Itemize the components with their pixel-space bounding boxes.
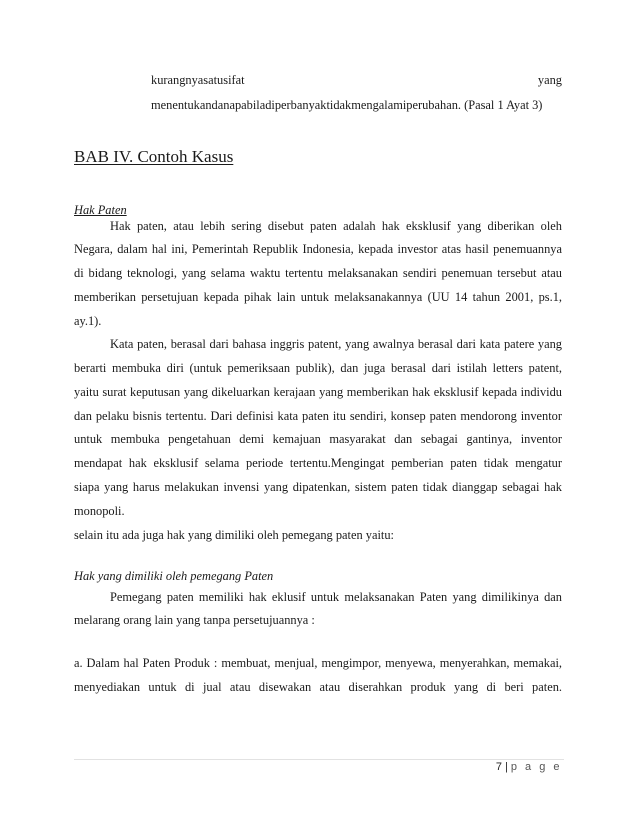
item-a-line-1: a. Dalam hal Paten Produk : membuat, menjual, mengimpor, menyewa, menyerahkan, memakai, — [74, 656, 562, 670]
para1-line-4: memberikan persetujuan kepada pihak lain untuk melaksanakannya (UU 14 tahun 2001, ps.1, — [74, 290, 562, 304]
para2-line-5: untuk membuka pengetahuan demi kemajuan masyarakat dan sebagai gantinya, inventor — [74, 432, 562, 446]
chapter-heading: BAB IV. Contoh Kasus — [74, 147, 234, 166]
s2-para-line-2: melarang orang lain yang tanpa persetujuannya : — [74, 613, 315, 627]
para1-line-3: di bidang teknologi, yang selama waktu tertentu melaksanakan sendiri penemuan tersebut atau — [74, 266, 562, 280]
page-footer — [496, 760, 562, 774]
para2-line-8: monopoli. — [74, 504, 125, 518]
para2-line-1: Kata paten, berasal dari bahasa inggris patent, yang awalnya berasal dari kata patere yang — [110, 337, 562, 351]
quote-line-1-left: kurangnyasatusifat — [151, 73, 245, 87]
para2-line-4: dan pelaku bisnis tertentu. Dari definisi kata paten itu sendiri, konsep paten mendorong inventor — [74, 409, 562, 423]
item-a-line-2: menyediakan untuk di jual atau disewakan atau diserahkan produk yang di beri paten. — [74, 680, 562, 694]
para2-line-6: mendapat hak eksklusif selama periode tertentu.Mengingat pemberian paten tidak mengatur — [74, 456, 562, 470]
para2-line-2: berarti membuka diri (untuk pemeriksaan publik), dan juga berasal dari istilah letters patent, — [74, 361, 562, 375]
para2-line-7: siapa yang harus melakukan invensi yang dipatenkan, sistem paten tidak dianggap sebagai hak — [74, 480, 562, 494]
para1-line-2: Negara, dalam hal ini, Pemerintah Republik Indonesia, kepada investor atas hasil penemuannya — [74, 242, 562, 256]
footer-separator: | — [505, 761, 508, 773]
closing-sentence: selain itu ada juga hak yang dimiliki oleh pemegang paten yaitu: — [74, 528, 395, 542]
section-title-hak-pemegang: Hak yang dimiliki oleh pemegang Paten — [74, 569, 274, 583]
para1-line-1: Hak paten, atau lebih sering disebut paten adalah hak eksklusif yang diberikan oleh — [110, 219, 562, 233]
quote-line-1-right: yang — [537, 73, 562, 87]
s2-para-line-1: Pemegang paten memiliki hak eklusif untuk melaksanakan Paten yang dimilikinya dan — [110, 590, 562, 604]
page-label: p a g e — [510, 761, 562, 773]
para2-line-3: yaitu surat keputusan yang dikeluarkan kerajaan yang memberikan hak eksklusif kepada individu — [74, 385, 562, 399]
para1-line-5: ay.1). — [74, 314, 102, 328]
page-number: 7 — [495, 761, 502, 773]
footer-rule — [74, 759, 564, 760]
quote-line-2: menentukandanapabiladiperbanyaktidakmengalamiperubahan. (Pasal 1 Ayat 3) — [151, 98, 543, 112]
section-title-hak-paten: Hak Paten — [74, 203, 127, 217]
